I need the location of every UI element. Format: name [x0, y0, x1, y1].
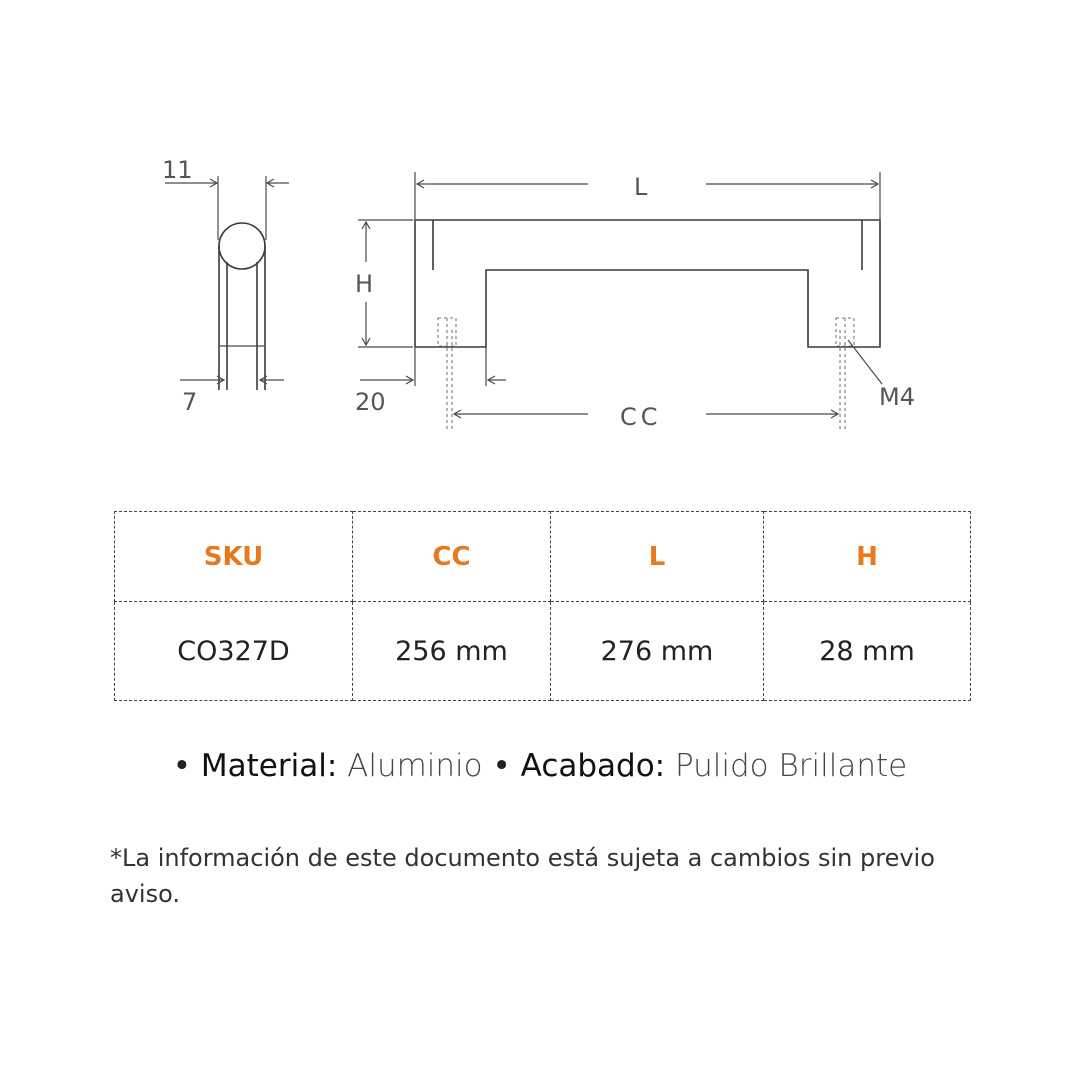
front-view	[355, 172, 915, 431]
header-l: L	[551, 512, 764, 602]
bullet: •	[492, 748, 511, 784]
table-row	[115, 602, 971, 701]
spec-table	[114, 511, 971, 701]
header-sku: SKU	[115, 512, 353, 602]
side-view	[162, 156, 289, 416]
bullet: •	[172, 748, 192, 784]
header-cc: CC	[353, 512, 551, 602]
material-finish-line	[0, 748, 1080, 784]
finish-label: Acabado:	[520, 748, 666, 784]
finish-value: Pulido Brillante	[674, 748, 908, 784]
material-label: Material:	[200, 748, 338, 784]
disclaimer-text: *La información de este documento está sujeta a cambios sin previo aviso.	[110, 844, 935, 908]
height-label: H	[355, 270, 374, 298]
center-to-center-label: CC	[620, 403, 662, 431]
cell-sku: CO327D	[115, 602, 353, 701]
cell-h: 28 mm	[764, 602, 971, 701]
thread-label: M4	[879, 383, 915, 411]
foot-offset-label: 20	[355, 388, 386, 416]
cell-cc: 256 mm	[353, 602, 551, 701]
technical-drawing	[0, 0, 1080, 460]
side-base-label: 7	[182, 388, 198, 416]
side-width-label: 11	[162, 156, 193, 184]
length-label: L	[634, 173, 648, 201]
header-h: H	[764, 512, 971, 602]
table-header-row	[115, 512, 971, 602]
material-value: Aluminio	[347, 748, 483, 784]
cell-l: 276 mm	[551, 602, 764, 701]
